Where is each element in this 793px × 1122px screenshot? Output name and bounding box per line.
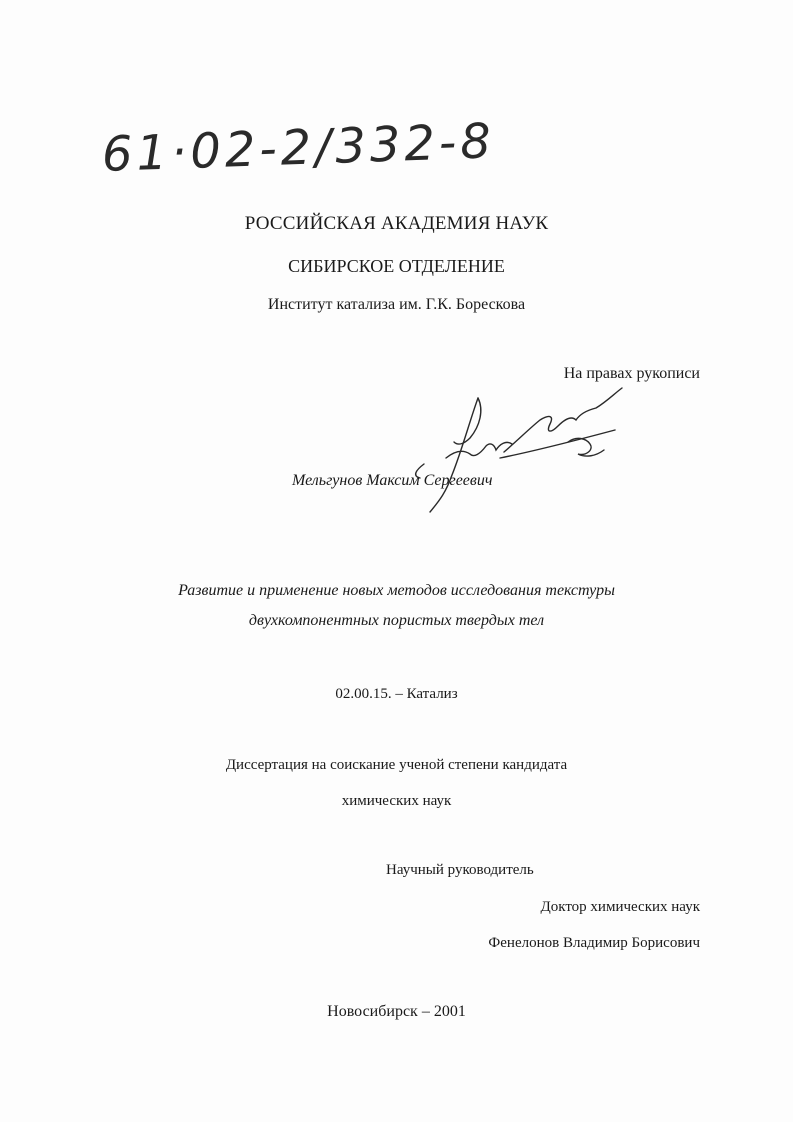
supervisor-name: Фенелонов Владимир Борисович	[488, 935, 700, 951]
signature-stroke	[446, 442, 512, 458]
author-name: Мельгунов Максим Сергеевич	[292, 472, 493, 489]
place-and-year: Новосибирск – 2001	[327, 1003, 466, 1020]
specialty-code: 02.00.15. – Катализ	[335, 686, 458, 702]
thesis-title-line-1: Развитие и применение новых методов исследования текстуры	[178, 582, 615, 599]
organization-title: РОССИЙСКАЯ АКАДЕМИЯ НАУК	[244, 213, 549, 234]
manuscript-rights-note: На правах рукописи	[563, 365, 700, 382]
thesis-title-line-2: двухкомпонентных пористых твердых тел	[248, 612, 545, 629]
institute-name: Институт катализа им. Г.К. Борескова	[267, 296, 526, 313]
signature-stroke	[454, 398, 481, 444]
archive-number-text: 61·02-2/332-8	[101, 113, 496, 183]
signature-stroke	[504, 388, 622, 452]
supervisor-degree: Доктор химических наук	[540, 899, 700, 915]
degree-line-2: химических наук	[341, 793, 452, 809]
supervisor-label: Научный руководитель	[386, 862, 534, 878]
author-signature	[400, 380, 630, 515]
degree-line-1: Диссертация на соискание ученой степени кандидата	[225, 757, 568, 773]
organization-division: СИБИРСКОЕ ОТДЕЛЕНИЕ	[288, 256, 505, 276]
handwritten-archive-number	[100, 112, 520, 192]
